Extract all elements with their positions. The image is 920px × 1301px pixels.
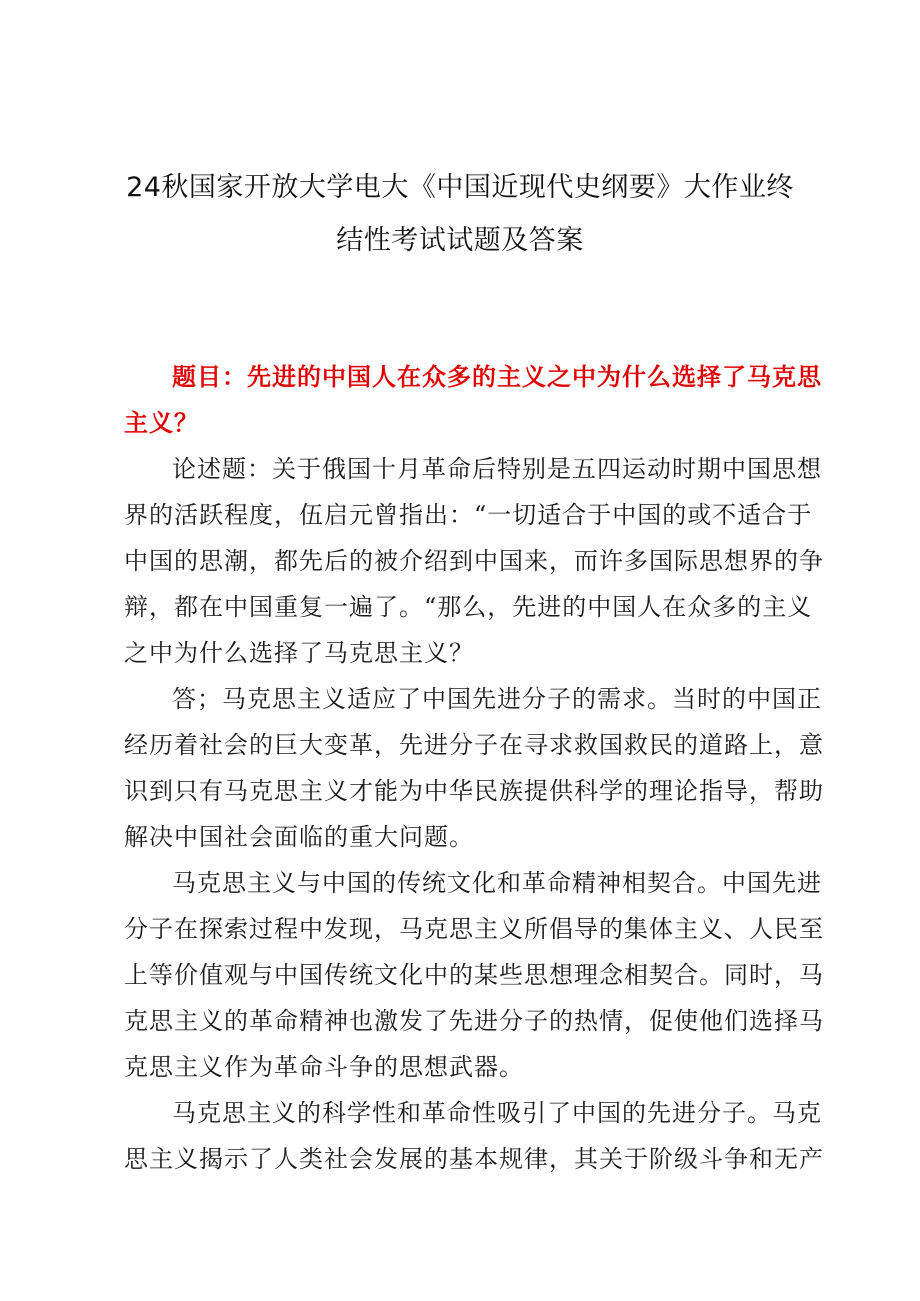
answer-paragraph-2-line: 克思主义作为革命斗争的思想武器。 — [124, 1053, 524, 1081]
essay-prompt-line: 之中为什么选择了马克思主义？ — [124, 639, 474, 667]
answer-paragraph-2-line: 克思主义的革命精神也激发了先进分子的热情，促使他们选择马 — [124, 1007, 824, 1035]
answer-paragraph-3-line: 思主义揭示了人类社会发展的基本规律，其关于阶级斗争和无产 — [124, 1145, 824, 1173]
document-title-line-2: 结性考试试题及答案 — [336, 225, 584, 256]
essay-prompt-line: 辩，都在中国重复一遍了。“那么，先进的中国人在众多的主义 — [124, 593, 813, 621]
essay-prompt-line: 中国的思潮，都先后的被介绍到中国来，而许多国际思想界的争 — [124, 547, 824, 575]
question-line-2: 主义？ — [124, 408, 199, 437]
essay-prompt-line: 论述题：关于俄国十月革命后特别是五四运动时期中国思想 — [172, 455, 822, 483]
essay-prompt-line: 界的活跃程度，伍启元曾指出：“一切适合于中国的或不适合于 — [124, 501, 813, 529]
answer-paragraph-3-line: 马克思主义的科学性和革命性吸引了中国的先进分子。马克 — [172, 1099, 822, 1127]
answer-paragraph-2-line: 上等价值观与中国传统文化中的某些思想理念相契合。同时，马 — [124, 961, 824, 989]
answer-paragraph-2-line: 马克思主义与中国的传统文化和革命精神相契合。中国先进 — [172, 869, 822, 897]
answer-paragraph-1-line: 经历着社会的巨大变革，先进分子在寻求救国救民的道路上，意 — [124, 731, 824, 759]
document-title-line-1: 24秋国家开放大学电大《中国近现代史纲要》大作业终 — [126, 172, 794, 203]
question-line-1: 题目：先进的中国人在众多的主义之中为什么选择了马克思 — [172, 362, 822, 391]
answer-paragraph-1-line: 识到只有马克思主义才能为中华民族提供科学的理论指导，帮助 — [124, 777, 824, 805]
answer-paragraph-2-line: 分子在探索过程中发现，马克思主义所倡导的集体主义、人民至 — [124, 915, 824, 943]
answer-paragraph-1-line: 答；马克思主义适应了中国先进分子的需求。当时的中国正 — [172, 685, 822, 713]
answer-paragraph-1-line: 解决中国社会面临的重大问题。 — [124, 823, 474, 851]
